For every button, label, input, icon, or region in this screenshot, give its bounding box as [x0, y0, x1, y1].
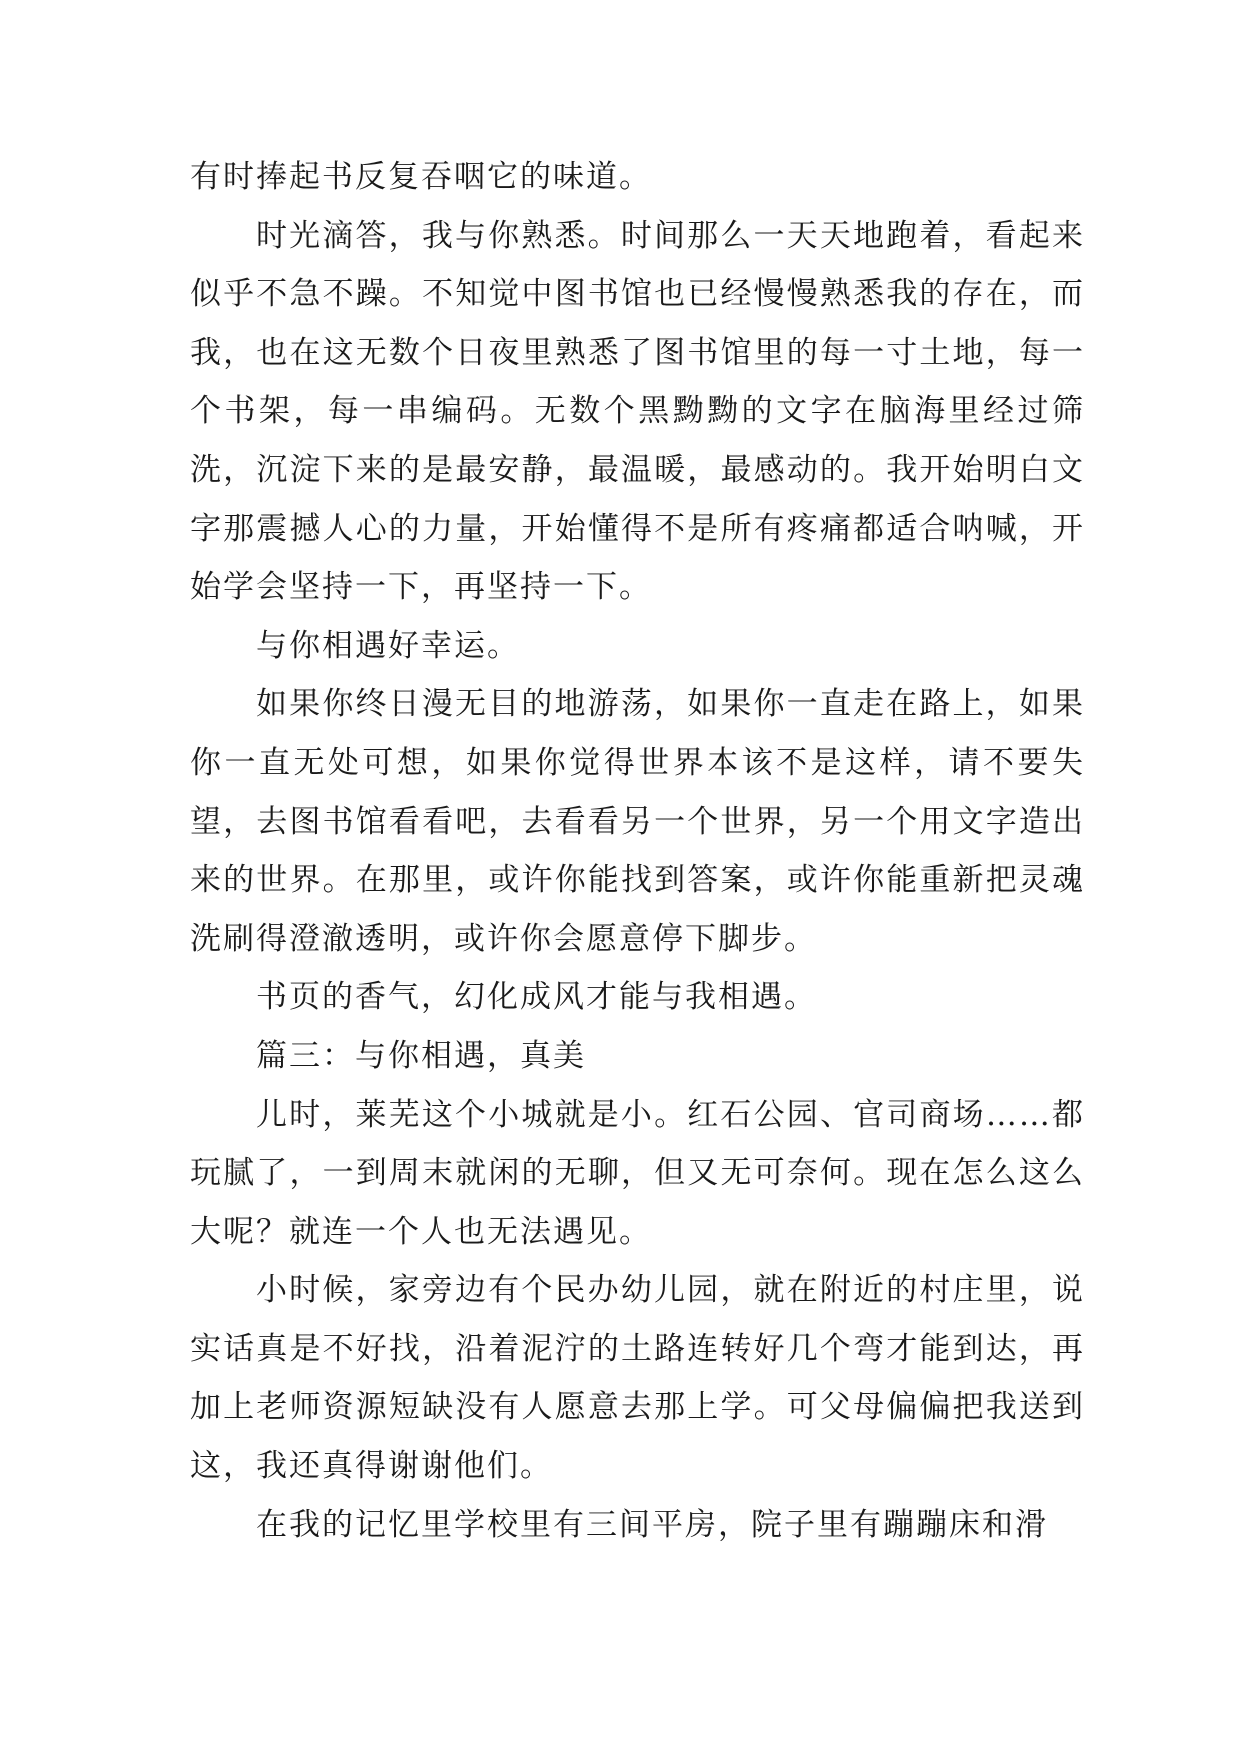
paragraph-8: 小时候，家旁边有个民办幼儿园，就在附近的村庄里，说实话真是不好找，沿着泥泞的土路连转好几个弯才能到达，再加上老师资源短缺没有人愿意去那上学。可父母偏偏把我送到这，我还真得谢谢他们。	[190, 1272, 1085, 1485]
paragraph-2: 时光滴答，我与你熟悉。时间那么一天天地跑着，看起来似乎不急不躁。不知觉中图书馆也已经慢慢熟悉我的存在，而我，也在这无数个日夜里熟悉了图书馆里的每一寸土地，每一个书架，每一串编码。无数个黑黝黝的文字在脑海里经过筛洗，沉淀下来的是最安静，最温暖，最感动的。我开始明白文字那震撼人心的力量，开始懂得不是所有疼痛都适合呐喊，开始学会坚持一下，再坚持一下。	[190, 217, 1085, 606]
paragraph-5: 书页的香气，幻化成风才能与我相遇。	[256, 979, 817, 1016]
paragraph-4: 如果你终日漫无目的地游荡，如果你一直走在路上，如果你一直无处可想，如果你觉得世界本该不是这样，请不要失望，去图书馆看看吧，去看看另一个世界，另一个用文字造出来的世界。在那里，或许你能找到答案，或许你能重新把灵魂洗刷得澄澈透明，或许你会愿意停下脚步。	[190, 686, 1085, 957]
document-body	[190, 148, 1085, 1554]
paragraph-1: 有时捧起书反复吞咽它的味道。	[190, 159, 652, 195]
paragraph-7: 儿时，莱芜这个小城就是小。红石公园、官司商场……都玩腻了，一到周末就闲的无聊，但又无可奈何。现在怎么这么大呢？就连一个人也无法遇见。	[190, 1096, 1085, 1250]
paragraph-9: 在我的记忆里学校里有三间平房，院子里有蹦蹦床和滑	[256, 1506, 1048, 1543]
section-heading: 篇三：与你相遇，真美	[256, 1037, 586, 1074]
paragraph-3: 与你相遇好幸运。	[256, 627, 520, 664]
